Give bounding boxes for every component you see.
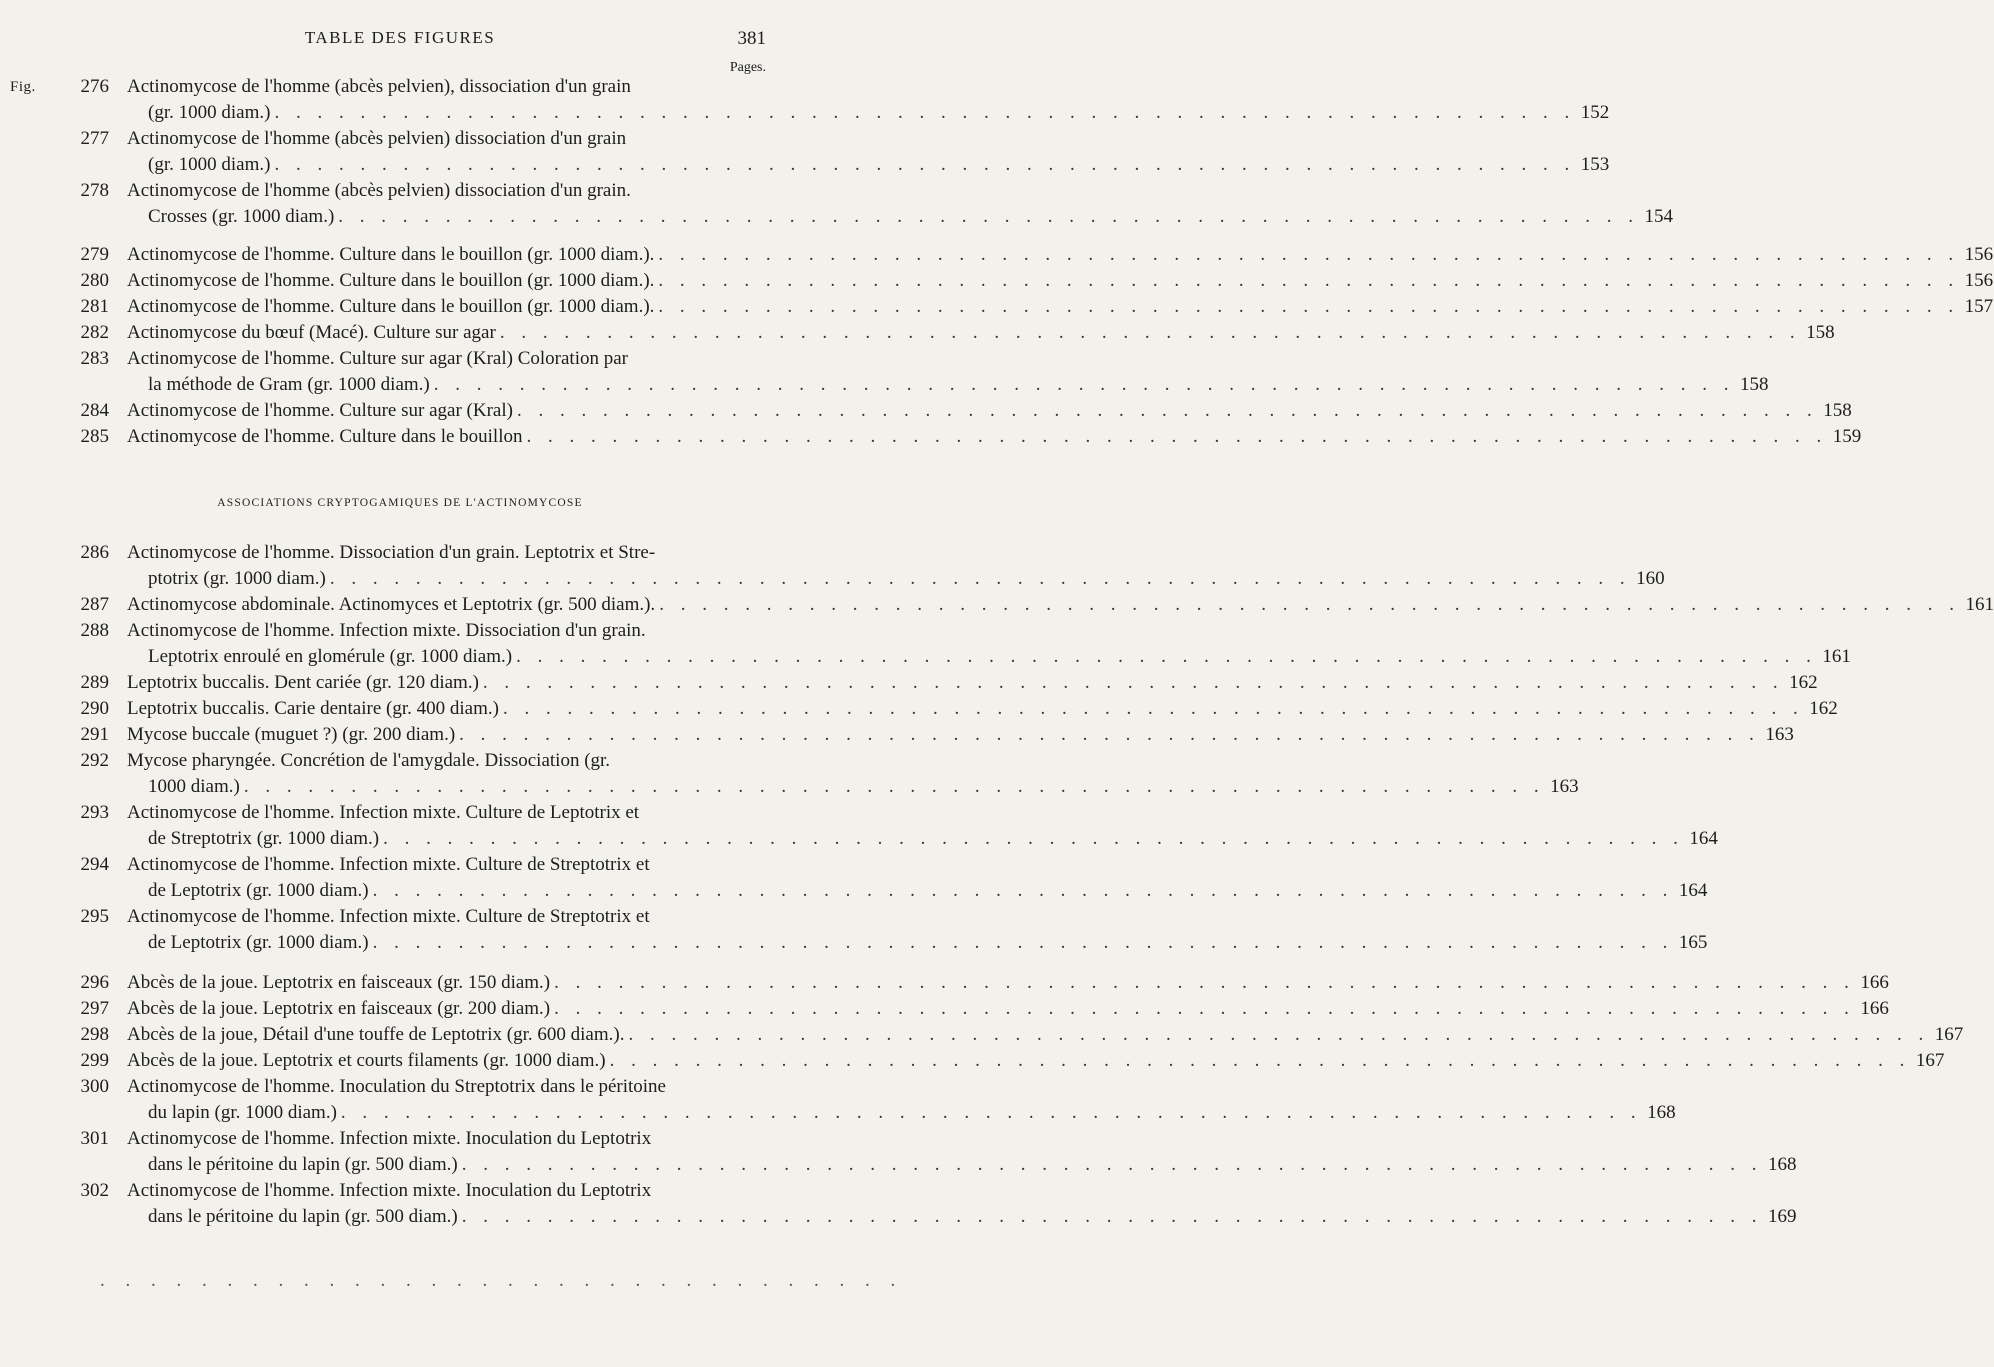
figure-entry <box>0 268 1994 294</box>
section-heading: ASSOCIATIONS CRYPTOGAMIQUES DE L'ACTINOMYCOSE <box>217 497 583 509</box>
page-reference: 168 <box>1767 1154 1797 1175</box>
page-reference: 164 <box>1689 828 1718 849</box>
dot-leader <box>610 1048 1911 1074</box>
figure-entry <box>0 126 1610 178</box>
figure-number: 285 <box>80 426 109 447</box>
figure-caption: Actinomycose de l'homme. Culture dans le bouillon <box>127 426 523 447</box>
figure-entry <box>0 1048 1945 1074</box>
figure-caption: Actinomycose de l'homme. Culture dans le bouillon (gr. 1000 diam.). <box>127 244 655 265</box>
figure-number: 278 <box>80 180 109 201</box>
figure-caption: de Leptotrix (gr. 1000 diam.) <box>148 932 369 953</box>
figure-number: 298 <box>80 1024 109 1045</box>
figure-number: 284 <box>80 400 109 421</box>
dot-leader <box>500 320 1801 346</box>
figure-caption: Actinomycose de l'homme. Infection mixte. Culture de Streptotrix et <box>127 906 650 927</box>
dot-leader <box>274 152 1575 178</box>
dot-leader <box>483 670 1784 696</box>
dot-leader <box>516 644 1817 670</box>
entry-line <box>127 852 762 878</box>
figure-entry <box>0 424 1862 450</box>
page-reference: 161 <box>1965 594 1994 615</box>
figure-caption: Actinomycose de l'homme. Infection mixte. Inoculation du Leptotrix <box>127 1180 652 1201</box>
entry-line <box>148 878 1708 904</box>
page-reference: 159 <box>1832 426 1862 447</box>
entry-line <box>127 904 762 930</box>
figure-entry <box>0 346 1769 398</box>
entry-line <box>148 1204 1797 1230</box>
entry-line <box>127 178 762 204</box>
figure-number: 300 <box>80 1076 109 1097</box>
dot-leader <box>462 1152 1763 1178</box>
figure-caption: Actinomycose de l'homme. Culture dans le bouillon (gr. 1000 diam.). <box>127 296 655 317</box>
figure-caption: (gr. 1000 diam.) <box>148 102 271 123</box>
figure-entry <box>0 670 1818 696</box>
figure-number: 277 <box>80 128 109 149</box>
figure-entry <box>0 540 1665 592</box>
figure-entry <box>0 970 1889 996</box>
figure-caption: (gr. 1000 diam.) <box>148 154 271 175</box>
figure-entry <box>0 242 1994 268</box>
figure-number: 282 <box>80 322 109 343</box>
figure-number: 279 <box>80 244 109 265</box>
figure-number: 296 <box>80 972 109 993</box>
page-reference: 158 <box>1740 374 1769 395</box>
dot-leader <box>373 878 1674 904</box>
entry-line <box>148 152 1610 178</box>
entry-line <box>127 1178 762 1204</box>
entry-line <box>127 126 762 152</box>
figure-caption: Crosses (gr. 1000 diam.) <box>148 206 335 227</box>
figure-number: 288 <box>80 620 109 641</box>
dot-leader <box>434 372 1735 398</box>
entry-line <box>148 372 1769 398</box>
figure-entry <box>0 74 1610 126</box>
page-reference: 160 <box>1636 568 1665 589</box>
dot-leader <box>373 930 1674 956</box>
figure-number: 301 <box>80 1128 109 1149</box>
page-reference: 156 <box>1964 244 1994 265</box>
figure-number: 283 <box>80 348 109 369</box>
dot-leader <box>341 1100 1642 1126</box>
figure-caption: dans le péritoine du lapin (gr. 500 diam.) <box>148 1206 458 1227</box>
page-reference: 154 <box>1644 206 1674 227</box>
page-reference: 167 <box>1915 1050 1945 1071</box>
entry-line <box>127 800 762 826</box>
figure-caption: Actinomycose de l'homme. Inoculation du Streptotrix dans le péritoine <box>127 1076 666 1097</box>
figure-caption: Actinomycose de l'homme (abcès pelvien), dissociation d'un grain <box>127 76 631 97</box>
page-reference: 162 <box>1789 672 1818 693</box>
figure-entry <box>0 398 1852 424</box>
figure-entry <box>0 852 1708 904</box>
entry-line <box>148 204 1674 230</box>
dot-leader <box>462 1204 1763 1230</box>
figure-number: 297 <box>80 998 109 1019</box>
page-reference: 163 <box>1765 724 1794 745</box>
entry-line <box>127 1074 762 1100</box>
entry-line <box>127 268 1994 294</box>
entry-line <box>127 74 762 100</box>
figure-entry <box>0 1178 1797 1230</box>
figure-caption: Actinomycose de l'homme. Culture sur agar (Kral) <box>127 400 513 421</box>
figure-number: 291 <box>80 724 109 745</box>
page-reference: 156 <box>1964 270 1994 291</box>
figure-caption: Actinomycose de l'homme. Dissociation d'un grain. Leptotrix et Stre- <box>127 542 656 563</box>
figure-entry <box>0 748 1579 800</box>
figure-entry <box>0 1022 1964 1048</box>
page-reference: 152 <box>1580 102 1610 123</box>
figure-caption: Actinomycose de l'homme. Culture sur agar (Kral) Coloration par <box>127 348 628 369</box>
running-head <box>0 28 800 52</box>
entry-line <box>127 722 1794 748</box>
dot-leader <box>517 398 1818 424</box>
figure-caption: dans le péritoine du lapin (gr. 500 diam.) <box>148 1154 458 1175</box>
page-reference: 163 <box>1550 776 1579 797</box>
dot-leader <box>503 696 1804 722</box>
figure-caption: Actinomycose du bœuf (Macé). Culture sur agar <box>127 322 496 343</box>
page-reference: 158 <box>1823 400 1852 421</box>
page-reference: 162 <box>1809 698 1838 719</box>
dot-leader <box>459 722 1760 748</box>
figure-entry <box>0 618 1851 670</box>
entry-line <box>127 398 1852 424</box>
figure-caption: de Streptotrix (gr. 1000 diam.) <box>148 828 380 849</box>
entry-line <box>127 1022 1964 1048</box>
figure-caption: Actinomycose de l'homme. Infection mixte. Culture de Streptotrix et <box>127 854 650 875</box>
dot-leader <box>659 592 1960 618</box>
dot-leader <box>383 826 1684 852</box>
figure-entry <box>0 178 1674 230</box>
figure-number: 289 <box>80 672 109 693</box>
figure-entry <box>0 722 1794 748</box>
entry-line <box>127 424 1862 450</box>
figure-number: 295 <box>80 906 109 927</box>
dot-leader <box>274 100 1575 126</box>
figure-number: 293 <box>80 802 109 823</box>
entry-line <box>127 1048 1945 1074</box>
page-reference: 165 <box>1678 932 1708 953</box>
dot-leader <box>658 268 1959 294</box>
figure-number: 294 <box>80 854 109 875</box>
figure-number: 299 <box>80 1050 109 1071</box>
page-reference: 158 <box>1806 322 1835 343</box>
entry-line <box>127 294 1994 320</box>
dot-leader <box>527 424 1828 450</box>
figure-caption: du lapin (gr. 1000 diam.) <box>148 1102 337 1123</box>
dot-leader <box>554 970 1855 996</box>
figure-caption: Actinomycose de l'homme (abcès pelvien) dissociation d'un grain. <box>127 180 631 201</box>
page-reference: 168 <box>1647 1102 1676 1123</box>
figure-caption: Abcès de la joue. Leptotrix et courts filaments (gr. 1000 diam.) <box>127 1050 606 1071</box>
entry-line <box>148 644 1851 670</box>
figure-number: 286 <box>80 542 109 563</box>
figure-entry <box>0 696 1838 722</box>
figure-entry <box>0 1126 1797 1178</box>
fig-prefix: Fig. <box>10 79 36 95</box>
figure-caption: Leptotrix buccalis. Carie dentaire (gr. 400 diam.) <box>127 698 499 719</box>
figure-caption: Abcès de la joue, Détail d'une touffe de Leptotrix (gr. 600 diam.). <box>127 1024 625 1045</box>
figure-number: 290 <box>80 698 109 719</box>
dot-leader <box>330 566 1631 592</box>
entry-line <box>127 346 762 372</box>
figure-entry <box>0 592 1994 618</box>
figure-caption: de Leptotrix (gr. 1000 diam.) <box>148 880 369 901</box>
page-reference: 157 <box>1964 296 1994 317</box>
entry-line <box>127 592 1994 618</box>
entry-line <box>148 566 1665 592</box>
figure-entry <box>0 1074 1676 1126</box>
figure-caption: Mycose buccale (muguet ?) (gr. 200 diam.) <box>127 724 456 745</box>
page-reference: 169 <box>1767 1206 1797 1227</box>
entry-line <box>148 1152 1797 1178</box>
dot-leader <box>658 242 1959 268</box>
entry-line <box>148 774 1579 800</box>
entry-line <box>148 100 1610 126</box>
entry-line <box>148 930 1708 956</box>
figure-caption: Abcès de la joue. Leptotrix en faisceaux (gr. 150 diam.) <box>127 972 551 993</box>
figure-number: 281 <box>80 296 109 317</box>
page-reference: 167 <box>1934 1024 1964 1045</box>
entry-line <box>127 320 1835 346</box>
entry-line <box>127 670 1818 696</box>
figure-caption: 1000 diam.) <box>148 776 240 797</box>
page-reference: 166 <box>1860 998 1889 1019</box>
figure-caption: Actinomycose de l'homme (abcès pelvien) dissociation d'un grain <box>127 128 627 149</box>
entry-line <box>127 618 762 644</box>
entry-line <box>127 970 1889 996</box>
dot-leader <box>658 294 1959 320</box>
figure-caption: Actinomycose de l'homme. Culture dans le bouillon (gr. 1000 diam.). <box>127 270 655 291</box>
page-reference: 164 <box>1678 880 1708 901</box>
page-number: 381 <box>737 28 766 49</box>
figure-entry <box>0 996 1889 1022</box>
figure-number: 280 <box>80 270 109 291</box>
figure-caption: Leptotrix enroulé en glomérule (gr. 1000 diam.) <box>148 646 513 667</box>
figure-entry <box>0 904 1708 956</box>
figure-number: 302 <box>80 1180 109 1201</box>
dot-leader <box>338 204 1639 230</box>
pages-column-label: Pages. <box>729 60 766 75</box>
dot-leader <box>554 996 1855 1022</box>
figure-caption: la méthode de Gram (gr. 1000 diam.) <box>148 374 430 395</box>
figure-caption: Actinomycose de l'homme. Infection mixte. Dissociation d'un grain. <box>127 620 646 641</box>
page-title: TABLE DES FIGURES <box>304 28 496 47</box>
page-reference: 161 <box>1822 646 1851 667</box>
figure-caption: ptotrix (gr. 1000 diam.) <box>148 568 326 589</box>
figure-caption: Actinomycose de l'homme. Infection mixte. Culture de Leptotrix et <box>127 802 640 823</box>
entry-line <box>127 748 762 774</box>
dot-leader <box>628 1022 1929 1048</box>
figure-entry <box>0 800 1718 852</box>
page-reference: 166 <box>1860 972 1889 993</box>
entry-line <box>127 996 1889 1022</box>
figure-caption: Actinomycose de l'homme. Infection mixte. Inoculation du Leptotrix <box>127 1128 652 1149</box>
entry-line <box>127 1126 762 1152</box>
page-reference: 153 <box>1580 154 1610 175</box>
figure-caption: Leptotrix buccalis. Dent cariée (gr. 120 diam.) <box>127 672 479 693</box>
figure-entry <box>0 320 1835 346</box>
figure-number: 292 <box>80 750 109 771</box>
trailing-dot-leader: . . . . . . . . . . . . . . . . . . . . . . . . . . . . . . . . <box>100 1270 904 1291</box>
entry-line <box>127 242 1994 268</box>
figure-caption: Abcès de la joue. Leptotrix en faisceaux (gr. 200 diam.) <box>127 998 551 1019</box>
entry-line <box>148 1100 1676 1126</box>
entry-line <box>127 540 762 566</box>
figure-caption: Mycose pharyngée. Concrétion de l'amygdale. Dissociation (gr. <box>127 750 611 771</box>
figure-entry <box>0 294 1994 320</box>
figure-caption: Actinomycose abdominale. Actinomyces et Leptotrix (gr. 500 diam.). <box>127 594 656 615</box>
entry-line <box>127 696 1838 722</box>
figure-number: 287 <box>80 594 109 615</box>
entry-line <box>148 826 1718 852</box>
figure-number: 276 <box>80 76 109 97</box>
dot-leader <box>244 774 1545 800</box>
